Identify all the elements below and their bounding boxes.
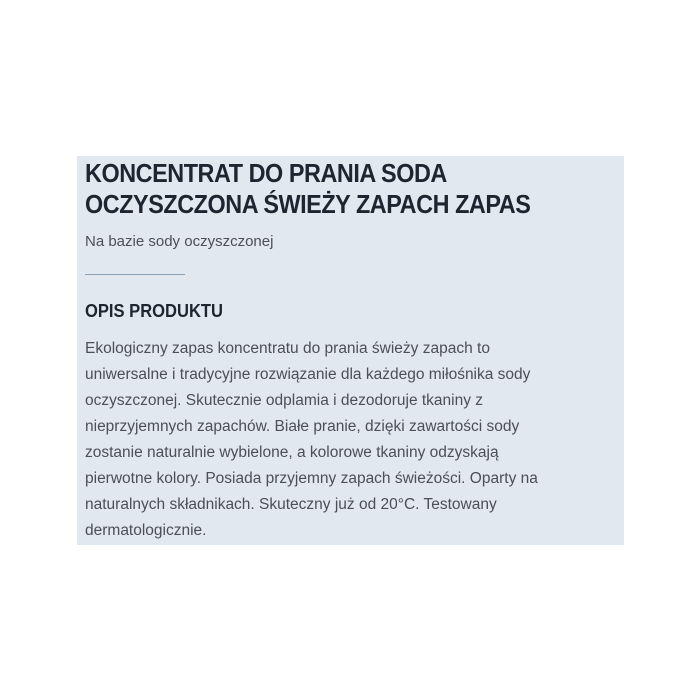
product-description xyxy=(85,336,615,544)
description-line: oczyszczonej. Skutecznie odplamia i dezodoruje tkaniny z xyxy=(85,392,484,409)
product-subtitle: Na bazie sody oczyszczonej xyxy=(85,233,274,250)
section-divider xyxy=(85,274,185,275)
product-title-line-1: KONCENTRAT DO PRANIA SODA xyxy=(85,158,447,188)
description-line: uniwersalne i tradycyjne rozwiązanie dla każdego miłośnika sody xyxy=(85,366,531,383)
product-info-card xyxy=(77,156,624,545)
description-line: naturalnych składnikach. Skuteczny już od 20°C. Testowany xyxy=(85,496,497,513)
description-line: nieprzyjemnych zapachów. Białe pranie, dzięki zawartości sody xyxy=(85,418,520,435)
description-line: pierwotne kolory. Posiada przyjemny zapach świeżości. Oparty na xyxy=(85,470,538,487)
description-line: dermatologicznie. xyxy=(85,522,207,539)
product-title-line-2: OCZYSZCZONA ŚWIEŻY ZAPACH ZAPAS xyxy=(85,189,531,219)
product-title xyxy=(85,158,562,220)
description-line: Ekologiczny zapas koncentratu do prania świeży zapach to xyxy=(85,340,490,357)
description-line: zostanie naturalnie wybielone, a kolorowe tkaniny odzyskają xyxy=(85,444,499,461)
description-heading: OPIS PRODUKTU xyxy=(85,301,224,321)
